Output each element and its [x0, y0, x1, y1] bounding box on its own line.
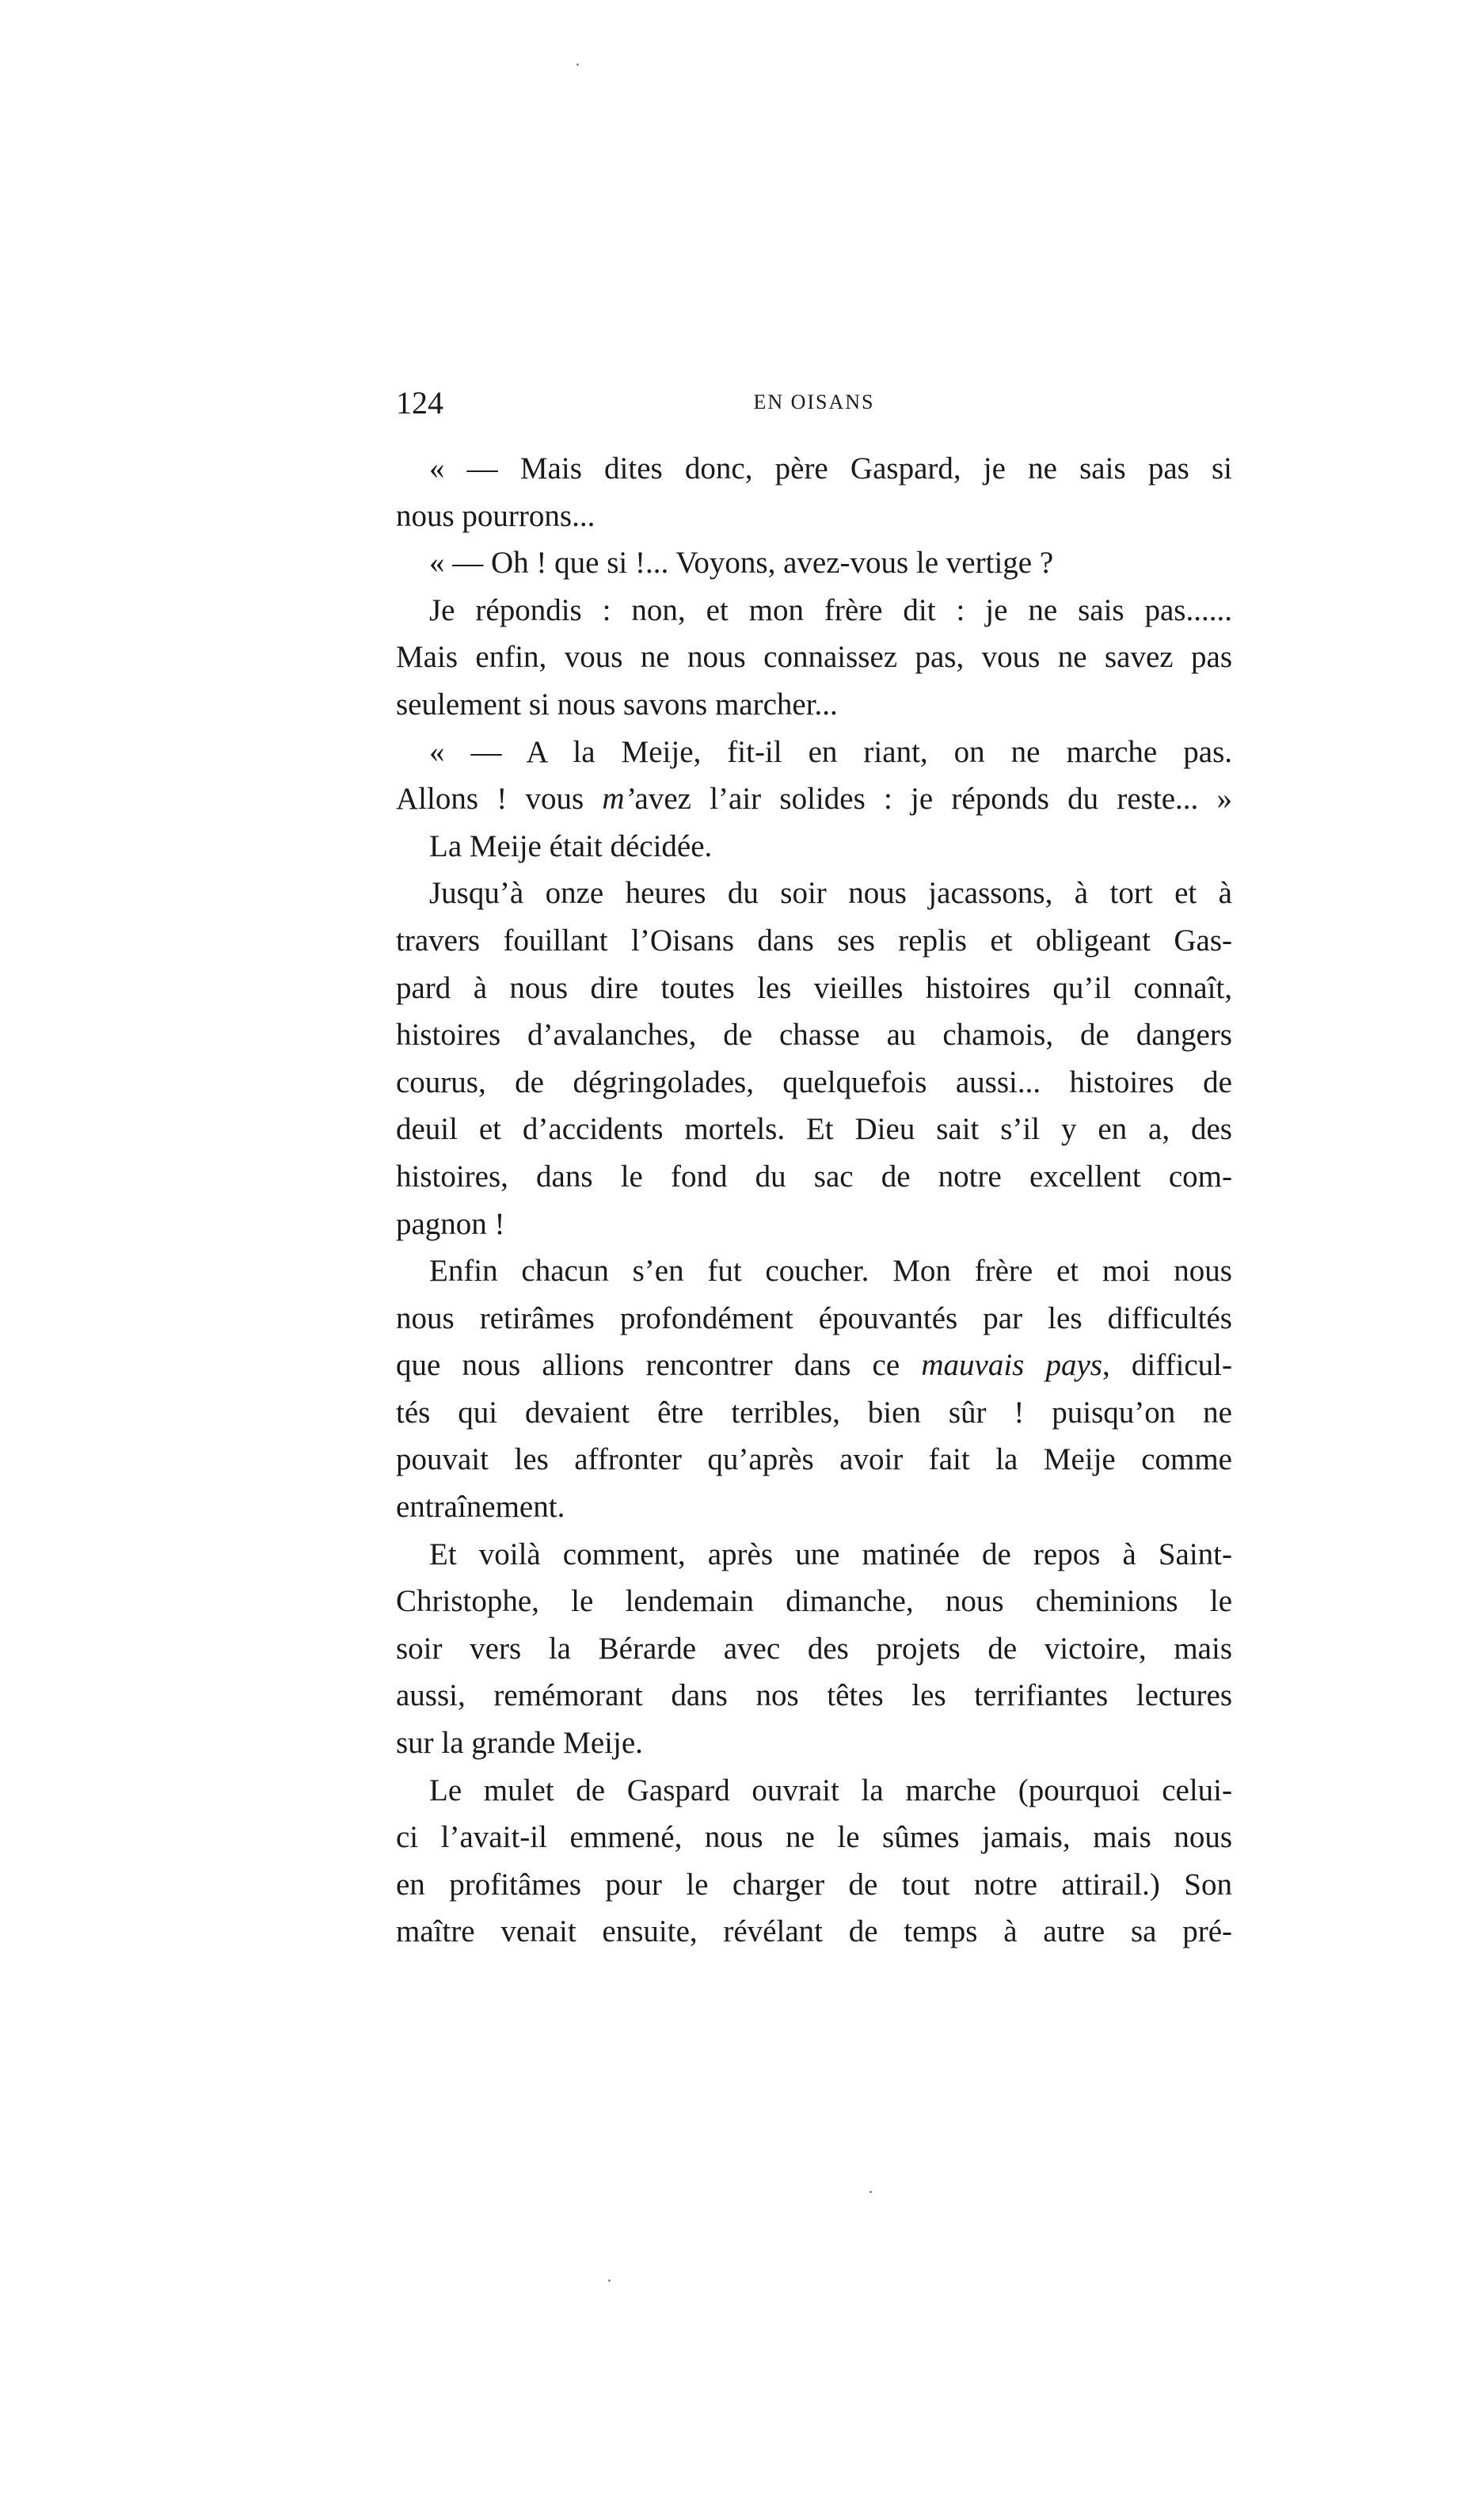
text-line — [396, 775, 1232, 823]
text-line: sur la grande Meije. — [396, 1726, 643, 1761]
text-line: Je répondis : non, et mon frère dit : je ne sais pas...... — [429, 592, 1232, 627]
text-segment: que nous allions rencontrer dans ce — [396, 1348, 922, 1383]
scan-speck — [608, 2279, 611, 2282]
text-line: La Meije était décidée. — [429, 828, 713, 863]
text-line: tés qui devaient être terribles, bien sûr ! puisqu’on ne — [396, 1395, 1232, 1430]
text-line: Mais enfin, vous ne nous connaissez pas, vous ne savez pas — [396, 640, 1232, 675]
text-line: Christophe, le lendemain dimanche, nous cheminions le — [396, 1584, 1232, 1619]
text-line: maître venait ensuite, révélant de temps à autre sa pré- — [396, 1914, 1232, 1949]
text-segment: , difficul- — [1102, 1348, 1232, 1383]
text-line: nous retirâmes profondément épouvantés par les difficultés — [396, 1301, 1232, 1335]
text-line: histoires d’avalanches, de chasse au chamois, de dangers — [396, 1018, 1232, 1053]
scan-speck — [576, 63, 579, 66]
italic-text: m’ — [602, 782, 635, 817]
page-header — [396, 384, 1232, 424]
text-line: pagnon ! — [396, 1206, 505, 1241]
text-line: « — A la Meije, fit-il en riant, on ne marche pas. — [429, 734, 1232, 769]
text-line: pouvait les affronter qu’après avoir fait la Meije comme — [396, 1442, 1232, 1477]
text-line — [396, 1342, 1232, 1389]
text-line: pard à nous dire toutes les vieilles histoires qu’il connaît, — [396, 970, 1232, 1005]
text-segment: Allons ! vous — [396, 782, 603, 817]
text-line: Jusqu’à onze heures du soir nous jacassons, à tort et à — [429, 876, 1232, 911]
text-segment: avez l’air solides : je réponds du reste... » — [634, 782, 1232, 817]
text-line: en profitâmes pour le charger de tout notre attirail.) Son — [396, 1867, 1232, 1902]
text-line: entraînement. — [396, 1490, 565, 1525]
running-title: EN OISANS — [753, 390, 875, 413]
text-line: courus, de dégringolades, quelquefois aussi... histoires de — [396, 1064, 1232, 1099]
text-line: histoires, dans le fond du sac de notre excellent com- — [396, 1159, 1232, 1194]
text-line: ci l’avait-il emmené, nous ne le sûmes jamais, mais nous — [396, 1820, 1232, 1855]
italic-text: mauvais pays — [921, 1348, 1102, 1383]
text-line: Le mulet de Gaspard ouvrait la marche (pourquoi celui- — [429, 1773, 1232, 1807]
text-line: Et voilà comment, après une matinée de repos à Saint- — [429, 1537, 1232, 1571]
text-line: aussi, remémorant dans nos têtes les terrifiantes lectures — [396, 1678, 1232, 1713]
text-line: seulement si nous savons marcher... — [396, 687, 838, 722]
body-text — [396, 445, 1232, 1956]
text-line: nous pourrons... — [396, 498, 596, 533]
text-line: soir vers la Bérarde avec des projets de victoire, mais — [396, 1631, 1232, 1666]
page-number: 124 — [396, 385, 443, 421]
text-line: Enfin chacun s’en fut coucher. Mon frère et moi nous — [429, 1254, 1232, 1289]
text-line: « — Oh ! que si !... Voyons, avez-vous le vertige ? — [429, 546, 1054, 581]
text-line: travers fouillant l’Oisans dans ses replis et obligeant Gas- — [396, 923, 1232, 958]
scan-speck — [869, 2191, 872, 2193]
text-line: deuil et d’accidents mortels. Et Dieu sait s’il y en a, des — [396, 1112, 1232, 1147]
text-line: « — Mais dites donc, père Gaspard, je ne sais pas si — [429, 451, 1232, 486]
